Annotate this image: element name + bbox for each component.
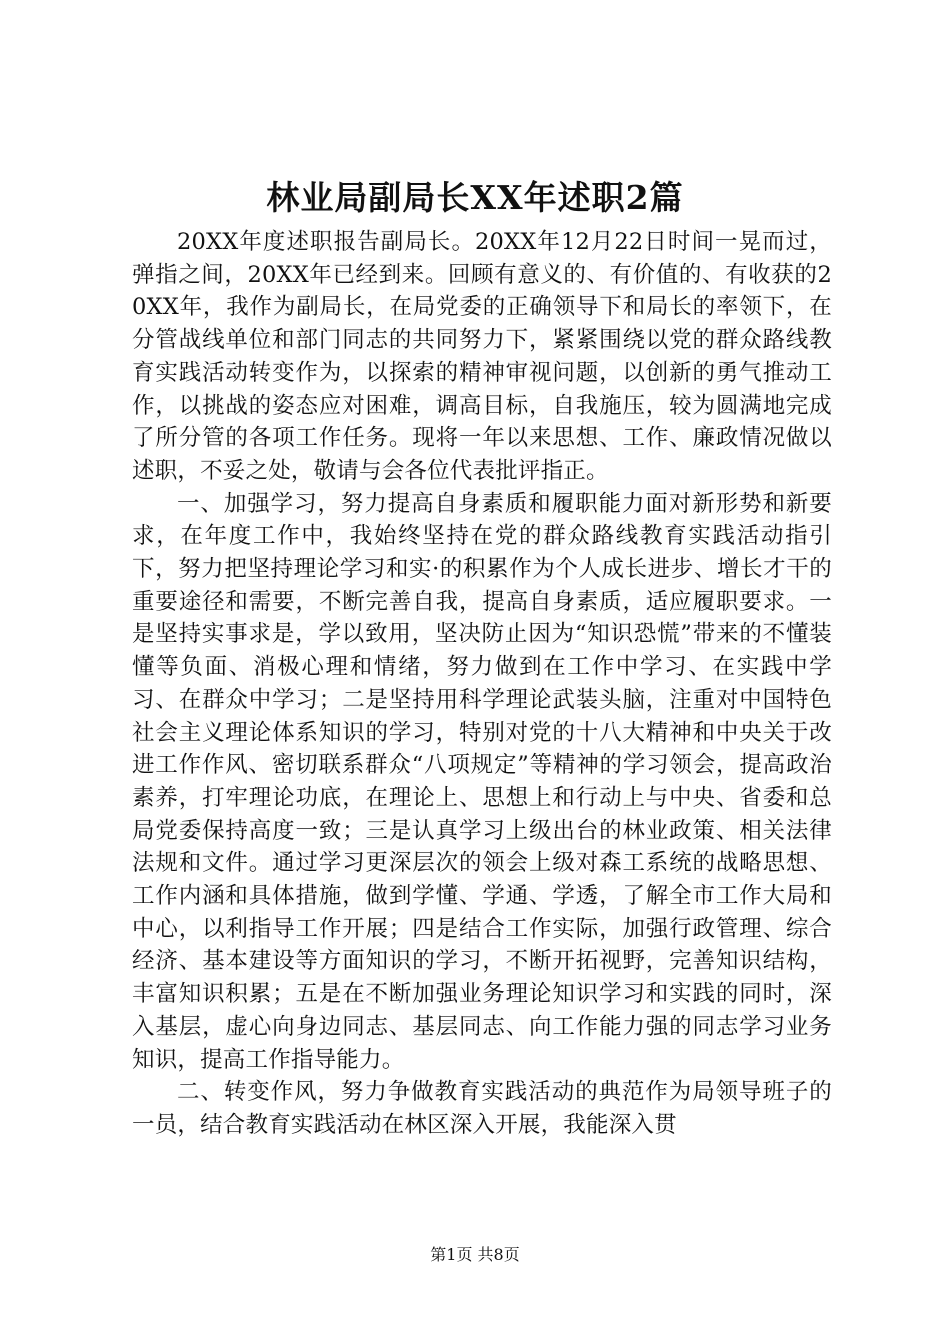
paragraph-intro: 20XX年度述职报告副局长。20XX年12月22日时间一晃而过，弹指之间，20XX年已经到来。回顾有意义的、有价值的、有收获的20XX年，我作为副局长，在局党委的正确领导下和局长的率领下，在分管战线单位和部门同志的共同努力下，紧紧围绕以党的群众路线教育实践活动转变作为，以探索的精神审视问题，以创新的勇气推动工作，以挑战的姿态应对困难，调高目标，自我施压，较为圆满地完成了所分管的各项工作任务。现将一年以来思想、工作、廉政情况做以述职，不妥之处，敬请与会各位代表批评指正。	[132, 229, 832, 484]
document-body	[132, 226, 832, 1142]
paragraph-section-1: 一、加强学习，努力提高自身素质和履职能力面对新形势和新要求，在年度工作中，我始终坚持在党的群众路线教育实践活动指引下，努力把坚持理论学习和实·的积累作为个人成长进步、增长才干的重要途径和需要，不断完善自我，提高自身素质，适应履职要求。一是坚持实事求是，学以致用，坚决防止因为“知识恐慌”带来的不懂装懂等负面、消极心理和情绪，努力做到在工作中学习、在实践中学习、在群众中学习；二是坚持用科学理论武装头脑，注重对中国特色社会主义理论体系知识的学习，特别对党的十八大精神和中央关于改进工作作风、密切联系群众“八项规定”等精神的学习领会，提高政治素养，打牢理论功底，在理论上、思想上和行动上与中央、省委和总局党委保持高度一致；三是认真学习上级出台的林业政策、相关法律法规和文件。通过学习更深层次的领会上级对森工系统的战略思想、工作内涵和具体措施，做到学懂、学通、学透，了解全市工作大局和中心，以利指导工作开展；四是结合工作实际，加强行政管理、综合经济、基本建设等方面知识的学习，不断开拓视野，完善知识结构，丰富知识积累；五是在不断加强业务理论知识学习和实践的同时，深入基层，虚心向身边同志、基层同志、向工作能力强的同志学习业务知识，提高工作指导能力。	[132, 490, 832, 1073]
paragraph-section-2: 二、转变作风，努力争做教育实践活动的典范作为局领导班子的一员，结合教育实践活动在林区深入开展，我能深入贯	[132, 1079, 832, 1138]
page-footer: 第1页 共8页	[430, 1245, 520, 1264]
document-title: 林业局副局长XX年述职2篇	[266, 178, 684, 217]
